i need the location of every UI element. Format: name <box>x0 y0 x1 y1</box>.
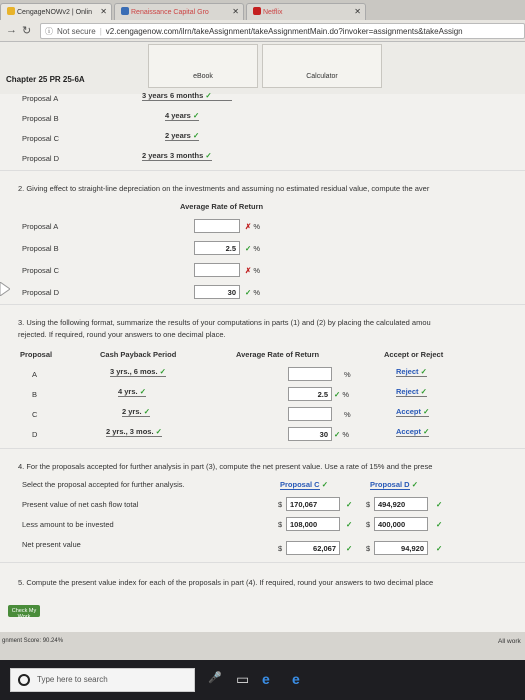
check-icon: ✓ <box>423 427 430 436</box>
part1-value-b: 4 years <box>165 111 191 120</box>
part3-payback-b[interactable] <box>118 387 146 397</box>
part3-decision-value-b: Reject <box>396 387 419 396</box>
part2-mark-c <box>245 266 260 275</box>
tab-netflix-label: Netflix <box>263 9 283 16</box>
part3-proposal-c: C <box>32 410 38 419</box>
chapter-title: Chapter 25 PR 25-6A <box>6 75 85 84</box>
check-icon: ✓ <box>159 367 166 376</box>
part3-header-decision: Accept or Reject <box>384 350 444 359</box>
calculator-button[interactable] <box>262 44 382 88</box>
part2-label-a: Proposal A <box>22 222 59 231</box>
part3-question-line1: 3. Using the following format, summarize the results of your computations in parts (1) and (2) by placing the calculated amou <box>18 318 431 327</box>
assignment-page <box>0 42 525 660</box>
currency-sign: $ <box>366 544 371 553</box>
part2-mark-d <box>245 288 260 297</box>
cross-icon: ✗ <box>245 222 252 231</box>
part5-question: 5. Compute the present value index for each of the proposals in part (4). If required, round your answers to two decimal place <box>18 578 434 587</box>
check-icon: ✓ <box>436 520 443 529</box>
check-icon: ✓ <box>245 288 252 297</box>
check-icon: ✓ <box>346 520 353 529</box>
part2-label-c: Proposal C <box>22 266 60 275</box>
check-icon: ✓ <box>334 390 341 399</box>
part3-decision-c[interactable] <box>396 407 429 417</box>
part1-answer-d[interactable] <box>142 151 212 161</box>
check-icon: ✓ <box>143 407 150 416</box>
assignment-footer <box>0 632 525 660</box>
percent-sign: % <box>342 430 350 439</box>
part2-question: 2. Giving effect to straight-line depreciation on the investments and assuming no estimated residual value, compute the aver <box>18 184 430 193</box>
url-text: v2.cengagenow.com/ilrn/takeAssignment/takeAssignmentMain.do?invoker=assignments&takeAssign <box>105 27 463 36</box>
task-view-icon[interactable]: ▭ <box>236 671 250 687</box>
tab-renaissance[interactable] <box>114 3 244 20</box>
netflix-favicon-icon <box>253 7 261 15</box>
part3-payback-value-a: 3 yrs., 6 mos. <box>110 367 158 376</box>
part1-value-a: 3 years 6 months <box>142 91 204 100</box>
ebook-button[interactable] <box>148 44 258 88</box>
part4-label-invested: Less amount to be invested <box>22 520 114 529</box>
security-label: Not secure <box>57 27 96 36</box>
tab-cengage-label: CengageNOWv2 | Onlin <box>17 9 92 16</box>
reload-icon[interactable]: ↻ <box>22 25 32 37</box>
part1-label-a: Proposal A <box>22 94 59 103</box>
part2-heading: Average Rate of Return <box>180 202 264 211</box>
check-icon: ✓ <box>346 500 353 509</box>
part1-value-d: 2 years 3 months <box>142 151 204 160</box>
part1-answer-c[interactable] <box>165 131 199 141</box>
part1-answer-b[interactable] <box>165 111 199 121</box>
search-placeholder: Type here to search <box>37 675 108 684</box>
check-icon: ✓ <box>411 480 418 489</box>
url-separator: | <box>99 27 102 36</box>
part3-rate-input-d[interactable]: 30 <box>288 427 332 441</box>
assignment-header <box>0 42 525 94</box>
part3-header-rate: Average Rate of Return <box>236 350 320 359</box>
part3-header-payback: Cash Payback Period <box>100 350 177 359</box>
percent-sign: % <box>253 266 261 275</box>
close-tab-icon[interactable]: ✕ <box>232 7 239 16</box>
part4-select-label: Select the proposal accepted for further analysis. <box>22 480 185 489</box>
browser-tab-bar <box>0 0 525 20</box>
part3-payback-c[interactable] <box>122 407 150 417</box>
tab-renaissance-label: Renaissance Capital Gro <box>131 9 209 16</box>
part2-input-d[interactable]: 30 <box>194 285 240 299</box>
percent-sign: % <box>342 390 350 399</box>
check-icon: ✓ <box>205 151 212 160</box>
part3-header-proposal: Proposal <box>20 350 53 359</box>
part4-input-invested-c[interactable]: 108,000 <box>286 517 340 531</box>
part3-payback-value-b: 4 yrs. <box>118 387 138 396</box>
collapse-arrow-icon[interactable] <box>0 282 10 296</box>
part2-input-c[interactable] <box>194 263 240 277</box>
part4-input-pv-c[interactable]: 170,067 <box>286 497 340 511</box>
currency-sign: $ <box>278 544 283 553</box>
microphone-icon[interactable]: 🎤 <box>208 672 222 684</box>
part3-decision-value-a: Reject <box>396 367 419 376</box>
part3-payback-value-c: 2 yrs. <box>122 407 142 416</box>
part2-input-b[interactable]: 2.5 <box>194 241 240 255</box>
part2-input-a[interactable] <box>194 219 240 233</box>
part1-value-c: 2 years <box>165 131 191 140</box>
part2-label-b: Proposal B <box>22 244 59 253</box>
part3-mark-b <box>334 390 349 399</box>
check-icon: ✓ <box>245 244 252 253</box>
check-icon: ✓ <box>139 387 146 396</box>
edge-icon[interactable]: e <box>262 671 270 687</box>
check-icon: ✓ <box>155 427 162 436</box>
check-icon: ✓ <box>346 544 353 553</box>
part3-decision-value-c: Accept <box>396 407 422 416</box>
check-icon: ✓ <box>334 430 341 439</box>
check-icon: ✓ <box>423 407 430 416</box>
ebook-label: eBook <box>193 73 213 80</box>
divider <box>0 562 525 563</box>
cortana-icon <box>18 674 30 686</box>
part3-payback-value-d: 2 yrs., 3 mos. <box>106 427 154 436</box>
check-icon: ✓ <box>321 480 328 489</box>
close-tab-icon[interactable]: ✕ <box>354 7 361 16</box>
part1-label-c: Proposal C <box>22 134 60 143</box>
part2-mark-a <box>245 222 260 231</box>
check-icon: ✓ <box>192 111 200 120</box>
windows-taskbar <box>0 660 525 700</box>
percent-sign: % <box>253 222 261 231</box>
part1-answer-a[interactable] <box>142 91 232 101</box>
divider <box>0 170 525 171</box>
all-work-label[interactable]: All work <box>498 638 521 645</box>
currency-sign: $ <box>366 500 371 509</box>
calculator-label: Calculator <box>306 73 338 80</box>
part4-proposal-d: Proposal D <box>370 480 410 489</box>
part2-mark-b <box>245 244 260 253</box>
forward-arrow-icon[interactable]: → <box>6 24 17 36</box>
part4-label-pv: Present value of net cash flow total <box>22 500 139 509</box>
check-icon: ✓ <box>420 367 427 376</box>
check-icon: ✓ <box>205 91 212 100</box>
info-icon: ⓘ <box>45 27 53 36</box>
check-my-work-button[interactable]: Check My Work <box>8 605 40 617</box>
check-icon: ✓ <box>436 544 443 553</box>
address-bar <box>0 20 525 42</box>
part3-decision-b[interactable] <box>396 387 427 397</box>
part3-payback-d[interactable] <box>106 427 162 437</box>
part3-proposal-b: B <box>32 390 38 399</box>
check-icon: ✓ <box>192 131 200 140</box>
check-icon: ✓ <box>436 500 443 509</box>
part3-decision-a[interactable] <box>396 367 427 377</box>
part3-mark-d <box>334 430 349 439</box>
divider <box>0 304 525 305</box>
taskbar-search-box[interactable] <box>10 668 195 692</box>
cengage-favicon-icon <box>7 7 15 15</box>
tab-cengage[interactable] <box>0 3 112 20</box>
part1-label-d: Proposal D <box>22 154 60 163</box>
percent-sign: % <box>344 370 351 379</box>
divider <box>0 448 525 449</box>
assignment-score: gnment Score: 90.24% <box>2 638 64 644</box>
part4-question: 4. For the proposals accepted for further analysis in part (3), compute the net present value. Use a rate of 15% and the prese <box>18 462 433 471</box>
url-field[interactable] <box>40 23 525 39</box>
part3-decision-d[interactable] <box>396 427 429 437</box>
percent-sign: % <box>344 410 351 419</box>
currency-sign: $ <box>366 520 371 529</box>
part3-rate-input-c[interactable] <box>288 407 332 421</box>
renaissance-favicon-icon <box>121 7 129 15</box>
part4-input-npv-c[interactable]: 62,067 <box>286 541 340 555</box>
part4-input-npv-d[interactable]: 94,920 <box>374 541 428 555</box>
part3-decision-value-d: Accept <box>396 427 422 436</box>
part3-question-line2: rejected. If required, round your answers to one decimal place. <box>18 330 226 339</box>
percent-sign: % <box>253 288 261 297</box>
part4-select-d[interactable] <box>370 480 418 489</box>
tab-netflix[interactable] <box>246 3 366 20</box>
part4-input-pv-d[interactable]: 494,920 <box>374 497 428 511</box>
check-icon: ✓ <box>420 387 427 396</box>
part3-payback-a[interactable] <box>110 367 166 377</box>
close-tab-icon[interactable]: ✕ <box>100 7 107 16</box>
part4-select-c[interactable] <box>280 480 328 489</box>
part3-proposal-d: D <box>32 430 38 439</box>
part3-rate-input-b[interactable]: 2.5 <box>288 387 332 401</box>
currency-sign: $ <box>278 500 283 509</box>
part1-label-b: Proposal B <box>22 114 59 123</box>
currency-sign: $ <box>278 520 283 529</box>
part4-label-npv: Net present value <box>22 540 81 549</box>
cross-icon: ✗ <box>245 266 252 275</box>
internet-explorer-icon[interactable]: e <box>292 671 300 687</box>
part4-proposal-c: Proposal C <box>280 480 320 489</box>
percent-sign: % <box>253 244 261 253</box>
part2-label-d: Proposal D <box>22 288 60 297</box>
part3-proposal-a: A <box>32 370 38 379</box>
part4-input-invested-d[interactable]: 400,000 <box>374 517 428 531</box>
part3-rate-input-a[interactable] <box>288 367 332 381</box>
